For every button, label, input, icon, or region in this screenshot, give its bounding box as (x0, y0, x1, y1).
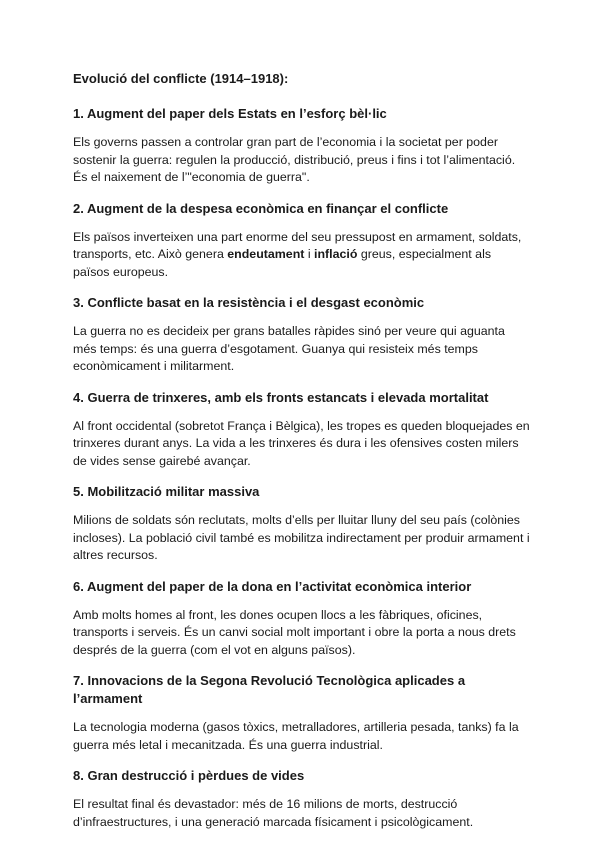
section-body (73, 229, 530, 282)
section-5 (73, 483, 530, 565)
body-text: Els països inverteixen una part enorme del seu pressupost en armament, soldats, transports, etc. Això genera (73, 229, 522, 261)
body-text: Amb molts homes al front, les dones ocupen llocs a les fàbriques, oficines, transports i serveis. És un canvi social molt important i obre la porta a nous drets després de la guerra (com el vot en alguns països). (73, 607, 516, 657)
section-body (73, 418, 530, 471)
document-title: Evolució del conflicte (1914–1918): (73, 71, 289, 86)
section-body (73, 134, 530, 187)
body-text: La guerra no es decideix per grans batalles ràpides sinó per veure qui aguanta més temps: és una guerra d’esgotament. Guanya qui resisteix més temps econòmicament i militarment. (73, 324, 505, 373)
body-text: Els governs passen a controlar gran part de l’economia i la societat per poder sostenir la guerra: regulen la producció, distribució, preus i fins i tot l’alimentació. És el naixement de l’"economia de guerra". (73, 135, 516, 184)
section-2 (73, 200, 530, 282)
section-heading: 5. Mobilització militar massiva (73, 484, 260, 499)
section-7 (73, 672, 530, 754)
body-text: greus, especialment als països europeus. (73, 247, 492, 279)
body-bold-text: endeutament (227, 247, 305, 261)
section-4 (73, 389, 530, 471)
section-heading: 2. Augment de la despesa econòmica en finançar el conflicte (73, 200, 449, 216)
body-text: Milions de soldats són reclutats, molts d’ells per lluitar lluny del seu país (colònies incloses). La població civil també es mobilitza indirectament per produir armament i altres recursos. (73, 513, 530, 562)
section-heading: 6. Augment del paper de la dona en l’activitat econòmica interior (73, 578, 472, 594)
section-heading: 8. Gran destrucció i pèrdues de vides (73, 768, 305, 783)
section-body (73, 719, 530, 754)
section-3 (73, 294, 530, 376)
section-heading: 7. Innovacions de la Segona Revolució Tecnològica aplicades a l’armament (73, 673, 466, 706)
body-text: El resultat final és devastador: més de 16 milions de morts, destrucció d’infraestructures, i una generació marcada físicament i psicològicament. (73, 797, 474, 829)
section-6 (73, 578, 530, 660)
section-heading: 3. Conflicte basat en la resistència i el desgast econòmic (73, 295, 425, 310)
section-body (73, 796, 530, 831)
section-heading: 4. Guerra de trinxeres, amb els fronts estancats i elevada mortalitat (73, 389, 489, 405)
section-heading: 1. Augment del paper dels Estats en l’esforç bèl·lic (73, 106, 387, 121)
section-body (73, 607, 530, 660)
body-text: i (304, 247, 315, 261)
body-text: Al front occidental (sobretot França i Bèlgica), les tropes es queden bloquejades en trinxeres durant anys. La vida a les trinxeres és dura i les ofensives costen milers de vides sense gairebé avançar. (73, 418, 530, 468)
body-bold-text: inflació (314, 247, 358, 261)
body-text: La tecnologia moderna (gasos tòxics, metralladores, artilleria pesada, tanks) fa la guerra més letal i mecanitzada. És una guerra industrial. (73, 720, 519, 752)
section-1 (73, 105, 530, 187)
section-8 (73, 767, 530, 831)
section-body (73, 512, 530, 565)
section-body (73, 323, 530, 376)
